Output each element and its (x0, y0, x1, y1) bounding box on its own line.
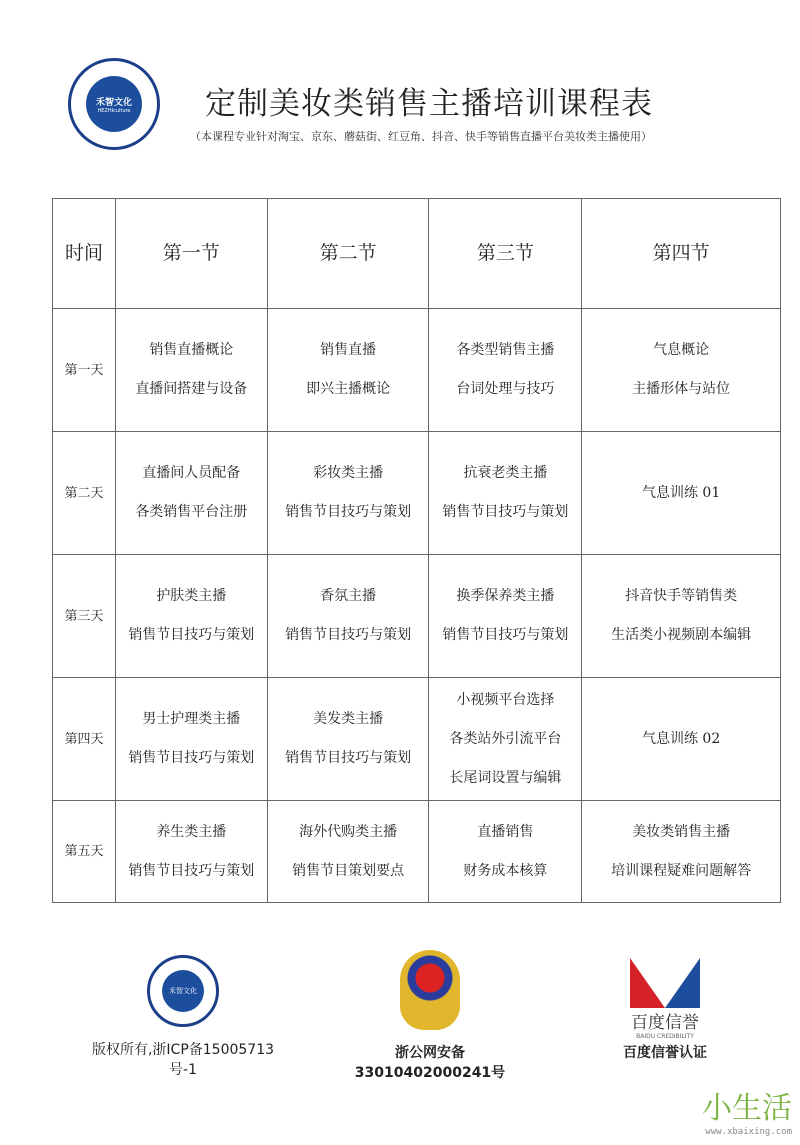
course-line: 美妆类销售主播 (632, 823, 731, 840)
day-cell: 第五天 (53, 801, 116, 903)
course-cell (582, 678, 781, 801)
course-line: 彩妆类主播 (313, 465, 384, 481)
baidu-logo-en: BAIDU CREDIBILITY (636, 1033, 694, 1040)
course-cell (115, 432, 267, 555)
police-block (335, 950, 525, 1082)
course-line: 护肤类主播 (156, 588, 227, 604)
course-line: 销售节目技巧与策划 (285, 627, 412, 643)
course-line: 气息概论 (653, 342, 710, 358)
baidu-block (600, 958, 730, 1062)
day-cell: 第三天 (53, 555, 116, 678)
course-line: 台词处理与技巧 (456, 381, 555, 397)
table-row (53, 432, 781, 555)
course-cell (115, 309, 267, 432)
day-cell: 第四天 (53, 678, 116, 801)
course-cell (115, 801, 267, 903)
logo-english: HEZHIculture (97, 107, 131, 114)
course-line: 各类站外引流平台 (449, 730, 562, 747)
course-line: 销售节目策划要点 (292, 862, 405, 879)
course-line: 各类型销售主播 (456, 342, 555, 358)
course-cell (582, 555, 781, 678)
table-row (53, 309, 781, 432)
course-cell (267, 555, 429, 678)
course-cell (429, 555, 582, 678)
course-line: 销售节目技巧与策划 (442, 504, 569, 520)
baidu-logo-text: 百度信誉 (631, 1013, 699, 1033)
company-logo (68, 58, 160, 150)
course-cell (429, 309, 582, 432)
page-title: 定制美妆类销售主播培训课程表 (205, 86, 653, 122)
page-subtitle: （本课程专业针对淘宝、京东、蘑菇街、红豆角、抖音、快手等销售直播平台美妆类主播使用） (190, 130, 652, 143)
course-line: 气息训练 01 (641, 484, 721, 501)
course-cell (429, 801, 582, 903)
course-line: 直播间搭建与设备 (135, 381, 248, 397)
column-header: 时间 (53, 199, 116, 309)
course-line: 即兴主播概论 (306, 381, 391, 397)
course-line: 销售直播概论 (149, 342, 234, 358)
course-cell (429, 432, 582, 555)
course-cell (115, 555, 267, 678)
column-header: 第四节 (582, 199, 781, 309)
course-line: 养生类主播 (156, 823, 227, 840)
course-line: 男士护理类主播 (142, 711, 241, 727)
column-header: 第三节 (429, 199, 582, 309)
copyright-block (88, 955, 278, 1079)
course-schedule-table (52, 198, 781, 903)
course-cell (582, 309, 781, 432)
course-cell (267, 678, 429, 801)
course-cell (267, 432, 429, 555)
course-line: 直播间人员配备 (142, 465, 241, 481)
logo-name: 禾智文化 (95, 97, 132, 108)
police-text: 浙公网安备 33010402000241号 (354, 1045, 506, 1081)
day-cell: 第一天 (53, 309, 116, 432)
course-line: 换季保养类主播 (456, 588, 555, 604)
icp-text: 版权所有,浙ICP备15005713号-1 (91, 1042, 275, 1078)
course-line: 长尾词设置与编辑 (449, 769, 562, 786)
course-line: 美发类主播 (313, 711, 384, 727)
watermark: 小生活 www.xbaixing.com (702, 1091, 792, 1137)
table-row (53, 555, 781, 678)
course-line: 财务成本核算 (463, 862, 548, 879)
course-line: 销售节目技巧与策划 (442, 627, 569, 643)
company-logo-small: 禾智文化 (147, 955, 219, 1027)
course-line: 气息训练 02 (641, 730, 721, 747)
course-cell (582, 801, 781, 903)
course-line: 香氛主播 (320, 588, 377, 604)
table-row (53, 678, 781, 801)
course-line: 销售直播 (320, 342, 377, 358)
course-line: 小视频平台选择 (456, 691, 555, 708)
course-line: 销售节目技巧与策划 (285, 750, 412, 766)
table-row (53, 801, 781, 903)
course-cell (115, 678, 267, 801)
course-cell (429, 678, 582, 801)
course-cell (267, 801, 429, 903)
course-cell (582, 432, 781, 555)
course-line: 抗衰老类主播 (463, 465, 548, 481)
column-header: 第二节 (267, 199, 429, 309)
course-line: 销售节目技巧与策划 (285, 504, 412, 520)
course-line: 销售节目技巧与策划 (128, 862, 255, 879)
day-cell: 第二天 (53, 432, 116, 555)
column-header: 第一节 (115, 199, 267, 309)
course-line: 主播形体与站位 (632, 381, 731, 397)
course-cell (267, 309, 429, 432)
header-row (53, 199, 781, 309)
course-line: 生活类小视频剧本编辑 (611, 627, 752, 643)
course-line: 各类销售平台注册 (135, 504, 248, 520)
course-line: 销售节目技巧与策划 (128, 627, 255, 643)
police-emblem-icon (400, 950, 460, 1030)
course-line: 海外代购类主播 (299, 823, 398, 840)
course-line: 直播销售 (477, 823, 534, 840)
course-line: 抖音快手等销售类 (625, 588, 738, 604)
baidu-text: 百度信誉认证 (623, 1045, 707, 1061)
course-line: 销售节目技巧与策划 (128, 750, 255, 766)
baidu-v-icon (630, 958, 700, 1008)
course-line: 培训课程疑难问题解答 (611, 862, 752, 879)
